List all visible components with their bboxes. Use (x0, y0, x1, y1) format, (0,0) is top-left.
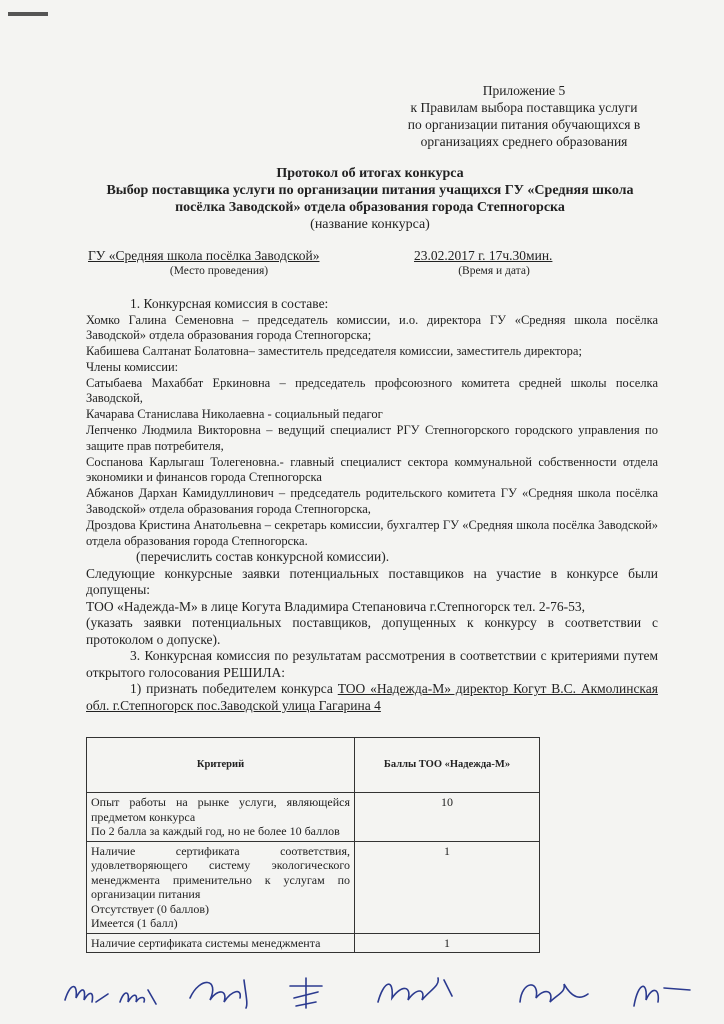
table-header-row (87, 738, 540, 793)
score-cell: 1 (355, 841, 540, 933)
winner-name: ТОО «Надежда-М» директор Когут В.С. Акмолинская обл. г.Степногорск пос.Заводской улица Гагарина 4 (86, 681, 658, 713)
admitted-heading: Следующие конкурсные заявки потенциальных поставщиков на участие в конкурсе были допущены: (86, 565, 658, 598)
criteria-table (86, 737, 540, 953)
datetime-caption: (Время и дата) (458, 265, 530, 277)
signature-4 (290, 978, 322, 1008)
score-header: Баллы ТОО «Надежда-М» (355, 738, 540, 793)
meeting-datetime: 23.02.2017 г. 17ч.30мин. (414, 248, 553, 263)
criterion-cell (87, 933, 355, 953)
criterion-cell (87, 793, 355, 842)
member-entry: Качарава Станислава Николаевна - социальный педагог (86, 407, 383, 422)
member-entry: Абжанов Дархан Камидуллинович – председатель родительского комитета ГУ «Средняя школа посёлка Заводской» отдела образования города Степногорска, (86, 486, 658, 517)
criterion-text: Наличие сертификата системы менеджмента (91, 935, 321, 950)
decision-paragraph: 3. Конкурсная комиссия по результатам рассмотрения в соответствии с критериями путем открытого голосования РЕШИЛА: (86, 648, 658, 680)
member-entry: Соспанова Карлыгаш Толегеновна.- главный специалист сектора коммунальной собственности отдела экономики и финансов города Степногорска (86, 454, 658, 485)
criterion-cell (87, 841, 355, 933)
criterion-text: Наличие сертификата соответствия, удовлетворяющего систему экологического менеджмента применительно к услугам по организации питания (91, 843, 350, 901)
admitted-supplier: ТОО «Надежда-М» в лице Когута Владимира Степановича г.Степногорск тел. 2-76-53, (86, 598, 586, 614)
members-heading: Члены комиссии: (86, 359, 179, 374)
signature-6 (520, 984, 588, 1002)
datetime-block (414, 248, 574, 277)
criterion-note: По 2 балла за каждый год, но не более 10 баллов (91, 824, 340, 838)
score-cell: 10 (355, 793, 540, 842)
members-instruction: (перечислить состав конкурсной комиссии). (136, 549, 390, 565)
table-row (87, 933, 540, 953)
section-heading: 1. Конкурсная комиссия в составе: (130, 296, 329, 311)
title-caption: (название конкурса) (310, 217, 430, 232)
protocol-title (60, 165, 680, 233)
signature-5 (378, 978, 452, 1002)
score-cell: 1 (355, 933, 540, 953)
signature-2 (120, 990, 156, 1004)
table-row (87, 841, 540, 933)
table-row (87, 793, 540, 842)
member-entry: Дроздова Кристина Анатольевна – секретарь комиссии, бухгалтер ГУ «Средняя школа посёлка Заводской» отдела образования города Степногорска. (86, 517, 658, 548)
winner-lead: 1) признать победителем конкурса (130, 681, 338, 697)
appendix-block (394, 82, 654, 150)
place-block (88, 248, 350, 277)
scan-corner-mark (8, 12, 48, 16)
member-entry: Кабишева Салтанат Болатовна– заместитель председателя комиссии, заместитель директора; (86, 344, 582, 359)
criterion-text: Опыт работы на рынке услуги, являющейся предметом конкурса (91, 795, 350, 824)
criterion-header: Критерий (87, 738, 355, 793)
meeting-place: ГУ «Средняя школа посёлка Заводской» (88, 248, 320, 263)
title-line: посёлка Заводской» отдела образования города Степногорска (175, 200, 565, 215)
winner-paragraph (86, 681, 658, 714)
member-entry: Сатыбаева Махаббат Еркиновна – председатель профсоюзного комитета средней школы поселка Заводской, (86, 375, 658, 406)
appendix-line: по организации питания обучающихся в (407, 117, 641, 132)
criterion-note: Отсутствует (0 баллов) Имеется (1 балл) (91, 901, 210, 930)
place-caption: (Место проведения) (169, 265, 269, 277)
signature-7 (634, 986, 690, 1006)
title-line: Выбор поставщика услуги по организации питания учащихся ГУ «Средняя школа (106, 183, 634, 198)
appendix-line: Приложение 5 (482, 83, 566, 98)
title-line: Протокол об итогах конкурса (276, 166, 464, 181)
appendix-line: к Правилам выбора поставщика услуги (410, 100, 638, 115)
appendix-line: организациях среднего образования (420, 134, 628, 149)
signature-3 (190, 980, 247, 1008)
signature-1 (65, 987, 108, 1002)
member-entry: Лепченко Людмила Викторовна – ведущий специалист РГУ Степногорского городского управления по защите прав потребителя, (86, 423, 658, 453)
member-entry: Хомко Галина Семеновна – председатель комиссии, и.о. директора ГУ «Средняя школа посёлка Заводской» отдела образования города Степногорска; (86, 312, 658, 343)
signatures (60, 968, 700, 1018)
protocol-body (86, 296, 658, 714)
admitted-instruction: (указать заявки потенциальных поставщиков, допущенных к конкурсу в соответствии с протоколом о допуске). (86, 615, 658, 647)
